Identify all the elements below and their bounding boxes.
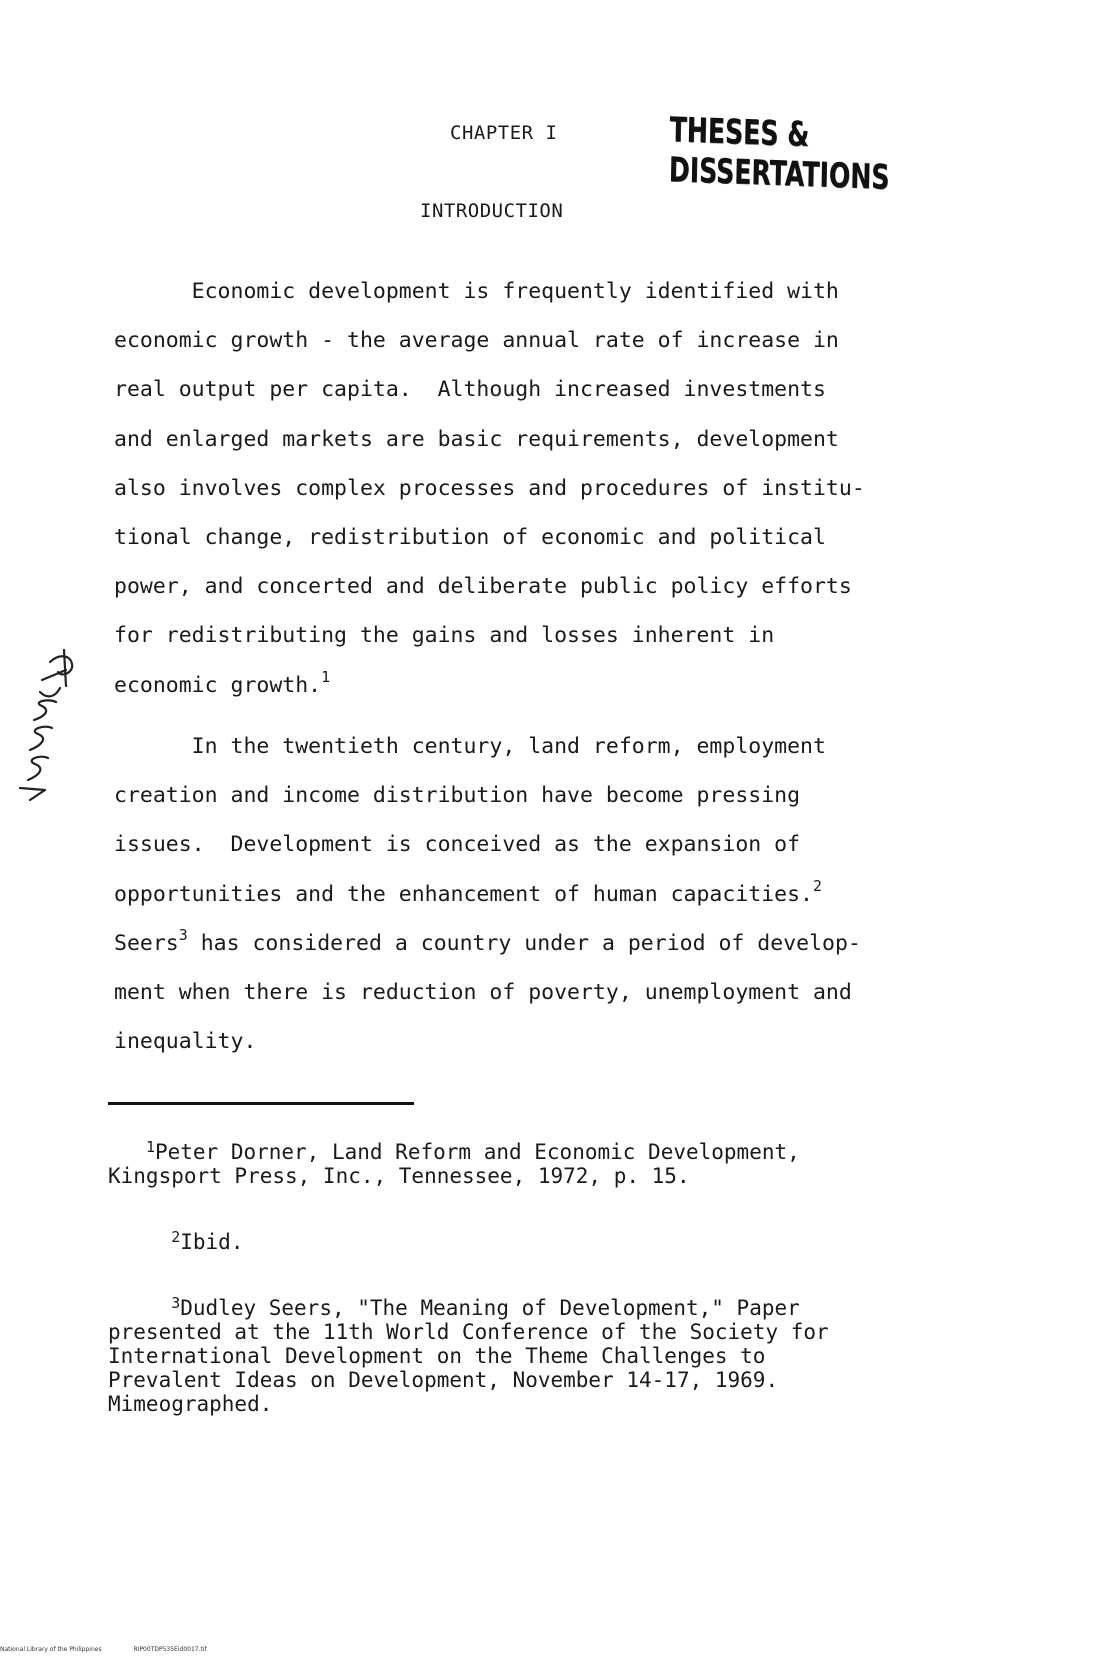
footnote-line: Ibid. [180, 1230, 244, 1254]
footnote-1 [108, 1140, 1008, 1188]
paragraph-line: In the twentieth century, land reform, employment [114, 734, 826, 759]
footer-library: National Library of the Philippines [0, 1646, 102, 1653]
paragraph-2 [114, 722, 994, 1066]
footnote-ref-1: 1 [321, 667, 331, 686]
theses-stamp: THESES & DISSERTATIONS [668, 110, 890, 198]
paragraph-line: also involves complex processes and procedures of institu- [114, 475, 865, 501]
footnote-number: 3 [171, 1294, 181, 1312]
handwritten-margin-note [0, 640, 110, 810]
footnote-line: International Development on the Theme Challenges to [108, 1344, 766, 1368]
paragraph-line: Economic development is frequently identified with [114, 279, 839, 304]
footer-file: RIP00TDP535Eid0017.tif [133, 1646, 207, 1653]
footnote-number: 1 [145, 1138, 155, 1156]
footnote-line: presented at the 11th World Conference of the Society for [108, 1320, 829, 1344]
paragraph-line: tional change, redistribution of economic and political [114, 525, 826, 551]
footnote-ref-3: 3 [178, 925, 188, 944]
paragraph-line: has considered a country under a period of develop- [187, 930, 861, 956]
paragraph-line: for redistributing the gains and losses inherent in [114, 623, 775, 649]
footnote-ref-2: 2 [812, 876, 823, 895]
paragraph-line: economic growth - the average annual rate of increase in [114, 328, 839, 354]
footnote-line: Dudley Seers, "The Meaning of Development," Paper [180, 1296, 800, 1320]
paragraph-line: issues. Development is conceived as the expansion of [114, 832, 801, 858]
paragraph-1 [114, 267, 994, 710]
scan-footer [0, 1646, 237, 1653]
paragraph-line: and enlarged markets are basic requirements, development [114, 426, 839, 452]
footnote-line: Peter Dorner, Land Reform and Economic Development, [154, 1140, 800, 1164]
chapter-heading: CHAPTER I [450, 122, 558, 144]
section-title: INTRODUCTION [420, 200, 564, 222]
footnote-number: 2 [171, 1228, 181, 1246]
footnote-line: Kingsport Press, Inc., Tennessee, 1972, p. 15. [108, 1164, 690, 1188]
paragraph-line: opportunities and the enhancement of human capacities. [114, 881, 813, 907]
footnote-line: Prevalent Ideas on Development, November 14-17, 1969. [108, 1368, 779, 1392]
footnote-divider [108, 1102, 414, 1105]
paragraph-line: inequality. [114, 1029, 257, 1055]
paragraph-line: creation and income distribution have become pressing [114, 783, 801, 809]
footnote-2 [108, 1230, 1008, 1254]
paragraph-line: real output per capita. Although increased investments [114, 377, 826, 403]
footnote-3 [108, 1296, 1008, 1416]
paragraph-line: ment when there is reduction of poverty, unemployment and [114, 980, 852, 1006]
footnote-line: Mimeographed. [108, 1392, 273, 1416]
paragraph-line: Seers [114, 930, 179, 956]
paragraph-line: power, and concerted and deliberate public policy efforts [114, 574, 852, 600]
paragraph-line: economic growth. [114, 672, 322, 698]
